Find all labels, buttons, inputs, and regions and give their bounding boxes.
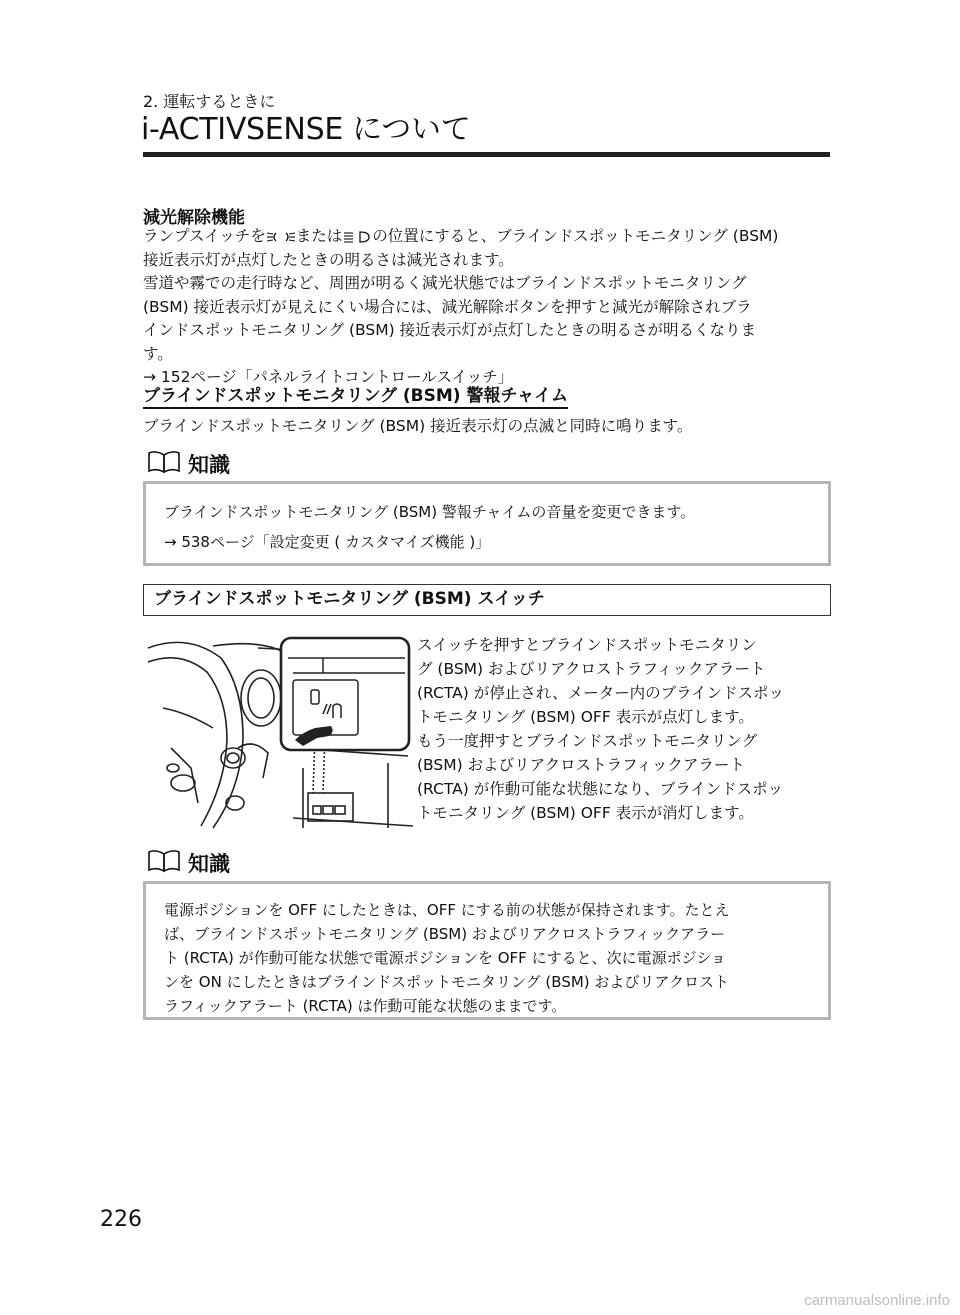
dimmer-line-3: 雪道や霧での走行時など、周囲が明るく減光状態ではブラインドスポットモニタリング (143, 274, 747, 292)
dimmer-heading: 減光解除機能 (143, 208, 245, 228)
dimmer-line-2: 接近表示灯が点灯したときの明るさは減光されます。 (143, 250, 514, 269)
switch-line: (BSM) およびリアクロストラフィックアラート (417, 756, 745, 774)
note-1-line-1: ブラインドスポットモニタリング (BSM) 警報チャイムの音量を変更できます。 (164, 503, 696, 521)
bsm-switch-illustration (143, 628, 413, 836)
switch-line: スイッチを押すとブラインドスポットモニタリン (417, 636, 757, 654)
page-title: i-ACTIVSENSE について (141, 112, 471, 147)
page-number: 226 (100, 1207, 142, 1232)
dimmer-reference-link[interactable]: → 152ページ「パネルライトコントロールスイッチ」 (143, 368, 514, 386)
note-2-line: ラフィックアラート (RCTA) は作動可能な状態のままです。 (164, 997, 567, 1015)
note-2-line: 電源ポジションを OFF にしたときは、OFF にする前の状態が保持されます。たとえ (164, 901, 730, 919)
dimmer-line-1: ランプスイッチを または の位置にすると、ブラインドスポットモニタリング (BSM) (143, 227, 779, 245)
note-2-header (146, 848, 230, 878)
note-2-label: 知識 (188, 852, 230, 876)
dimmer-line-5: インドスポットモニタリング (BSM) 接近表示灯が点灯したときの明るさが明るくなりま (143, 321, 757, 339)
chime-text: ブラインドスポットモニタリング (BSM) 接近表示灯の点滅と同時に鳴ります。 (143, 417, 693, 435)
switch-line: もう一度押すとブラインドスポットモニタリング (417, 732, 758, 750)
open-book-icon (146, 449, 182, 479)
switch-line: トモニタリング (BSM) OFF 表示が消灯します。 (417, 804, 754, 822)
note-1-reference-link[interactable]: → 538ページ「設定変更 ( カスタマイズ機能 )」 (164, 533, 491, 551)
dimmer-line-6: す。 (143, 344, 173, 363)
title-divider (143, 152, 830, 157)
note-1-box (143, 481, 831, 566)
watermark: carmanualsonline.info (804, 1292, 950, 1309)
note-2-line: ば、ブラインドスポットモニタリング (BSM) およびリアクロストラフィックアラー (164, 925, 726, 943)
note-2-box (143, 881, 831, 1020)
switch-line: (RCTA) が作動可能な状態になり、ブラインドスポッ (417, 780, 784, 798)
note-2-line: ンを ON にしたときはブラインドスポットモニタリング (BSM) およびリアクロスト (164, 973, 729, 991)
switch-description (417, 633, 829, 825)
dimmer-paragraph (143, 225, 829, 390)
switch-line: (RCTA) が停止され、メーター内のブラインドスポッ (417, 684, 785, 702)
note-1-label: 知識 (188, 453, 230, 477)
note-1-header (146, 449, 230, 479)
switch-section-heading: ブラインドスポットモニタリング (BSM) スイッチ (143, 584, 831, 616)
note-2-line: ト (RCTA) が作動可能な状態で電源ポジションを OFF にすると、次に電源ポジショ (164, 949, 726, 967)
chime-heading: ブラインドスポットモニタリング (BSM) 警報チャイム (143, 381, 568, 406)
open-book-icon (146, 848, 182, 878)
switch-line: トモニタリング (BSM) OFF 表示が点灯します。 (417, 708, 754, 726)
parking-lamp-icon (266, 230, 296, 244)
dimmer-line-4: (BSM) 接近表示灯が見えにくい場合には、減光解除ボタンを押すと減光が解除されブラ (143, 297, 752, 316)
switch-line: グ (BSM) およびリアクロストラフィックアラート (417, 660, 766, 678)
chapter-label: 2. 運転するときに (143, 92, 276, 111)
headlamp-icon (342, 230, 372, 244)
